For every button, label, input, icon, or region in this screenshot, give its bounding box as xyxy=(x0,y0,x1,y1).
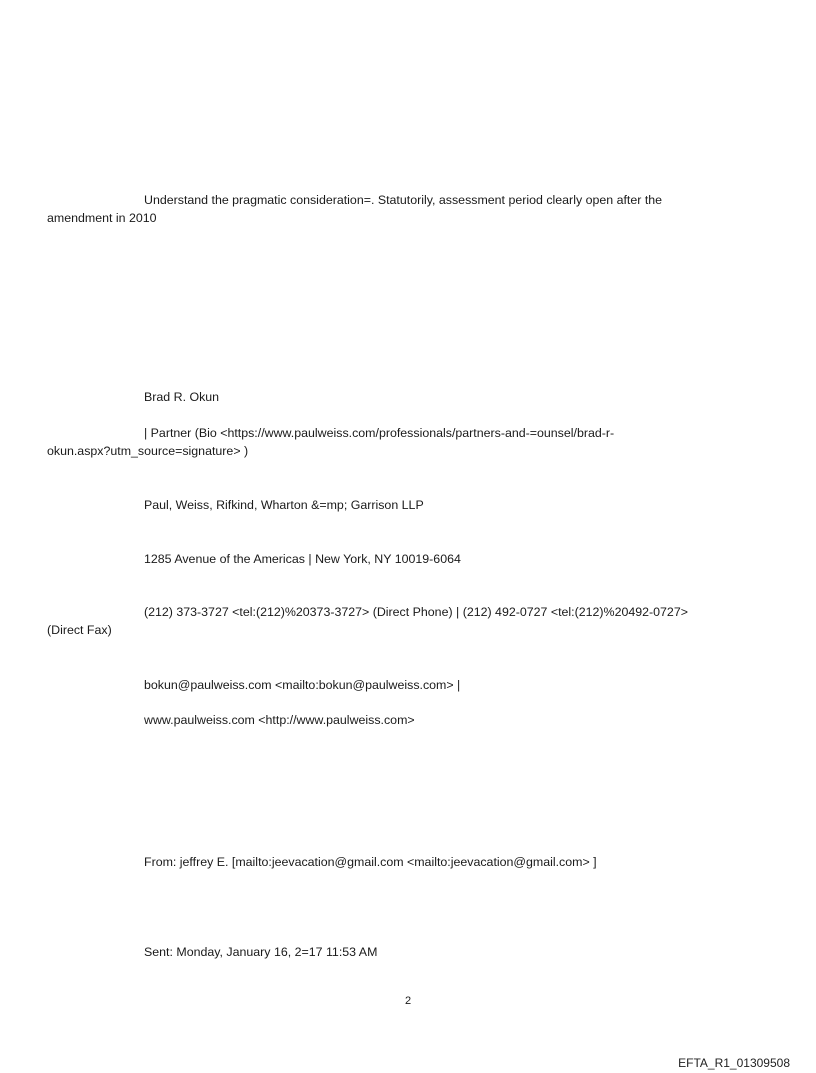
signature-website: www.paulweiss.com <http://www.paulweiss.com> xyxy=(144,713,415,727)
signature-address: 1285 Avenue of the Americas | New York, NY 10019-6064 xyxy=(144,552,461,566)
body-paragraph-line-1: Understand the pragmatic consideration=. Statutorily, assessment period clearly open after the xyxy=(144,193,663,207)
body-paragraph-line-2: amendment in 2010 xyxy=(47,211,157,225)
signature-phone-line-1: (212) 373-3727 <tel:(212)%20373-3727> (Direct Phone) | (212) 492-0727 <tel:(212)%20492-0727> xyxy=(144,605,688,619)
signature-title-line-2: okun.aspx?utm_source=signature> ) xyxy=(47,444,249,458)
signature-email: bokun@paulweiss.com <mailto:bokun@paulweiss.com> | xyxy=(144,678,461,692)
bates-number: EFTA_R1_01309508 xyxy=(678,1056,790,1070)
signature-phone-line-2: (Direct Fax) xyxy=(47,623,112,637)
signature-title-line-1: | Partner (Bio <https://www.paulweiss.com/professionals/partners-and-=ounsel/brad-r- xyxy=(144,426,615,440)
email-from-header: From: jeffrey E. [mailto:jeevacation@gmail.com <mailto:jeevacation@gmail.com> ] xyxy=(144,855,597,869)
signature-name: Brad R. Okun xyxy=(144,390,220,404)
signature-firm: Paul, Weiss, Rifkind, Wharton &=mp; Garrison LLP xyxy=(144,498,424,512)
email-sent-header: Sent: Monday, January 16, 2=17 11:53 AM xyxy=(144,945,378,959)
page-number: 2 xyxy=(404,995,412,1007)
